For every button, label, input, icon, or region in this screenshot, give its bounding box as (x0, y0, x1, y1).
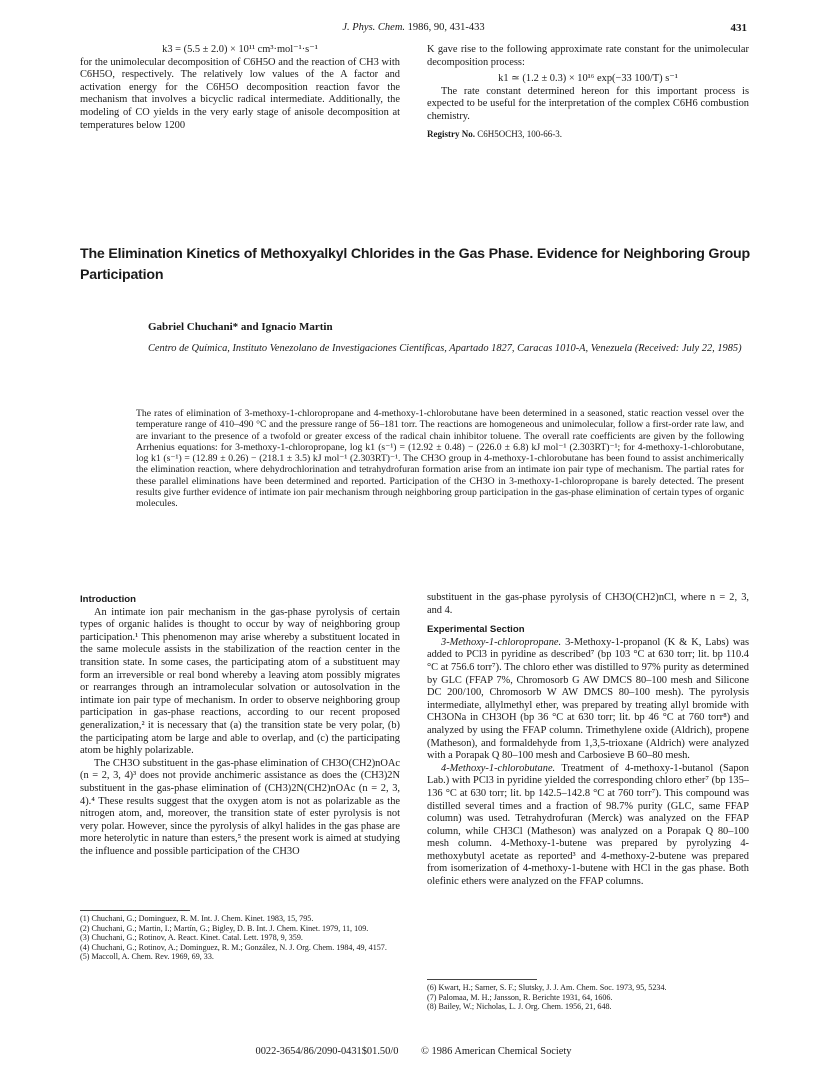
prev-equation-k3: k3 = (5.5 ± 2.0) × 10¹¹ cm³·mol⁻¹·s⁻¹ (162, 44, 318, 55)
intro-heading: Introduction (80, 594, 136, 605)
reference-item: (8) Bailey, W.; Nicholas, L. J. Org. Chem. 1956, 21, 648. (427, 1002, 612, 1012)
article-title: The Elimination Kinetics of Methoxyalkyl Chlorides in the Gas Phase. Evidence for Neighboring Group Participation (80, 246, 750, 283)
body-left-column (80, 594, 400, 858)
prev-equation-k1: k1 ≃ (1.2 ± 0.3) × 10¹⁶ exp(−33 100/T) s⁻¹ (498, 73, 678, 85)
experimental-paragraph-2 (427, 763, 749, 889)
running-header (80, 22, 747, 38)
header-volume-info: 1986, 90, 431-433 (407, 22, 485, 33)
exp-p2-text: Treatment of 4-methoxy-1-butanol (Sapon Lab.) with PCl3 in pyridine yielded the corresponding chloro ether⁷ (bp 135–136 °C at 630 torr; lit. bp 142.5–142.8 °C at 760 torr⁷). This compound was distilled several times and a fraction of 98.7% purity (GLC, same FFAP column) was used. Tetrahydrofuran (Merck) was analyzed on the FFAP column, while CH3Cl (Matheson) was analyzed on a Porapak Q 80–100 mesh column. 4-Methoxy-1-butene was prepared by pyrolyzing 4-methoxybutyl acetate as reported³ and 4-methoxy-2-butene was prepared from isomerization of 4-methoxy-1-butene with HCl in the gas phase. Both olefinic ethers were analyzed on the FFAP columns. (427, 762, 749, 888)
intro-paragraph-2: The CH3O substituent in the gas-phase elimination of CH3O(CH2)nOAc (n = 2, 3, 4)³ does not provide anchimeric assistance as does the (CH3)2N substituent in the gas-phase elimination of (CH3)2N(CH2)nOAc (n = 2, 3, 4).⁴ These results suggest that the oxygen atom is not as polarizable as the nitrogen atom, and, moreover, the transition state of ester pyrolysis is not very polar. However, since the pyrolysis of alkyl halides in the gas phase are more heterolytic in nature than esters,⁵ the present work is aimed at studying the influence and possible participation of the CH3O (80, 757, 400, 857)
exp-p1-text: 3-Methoxy-1-propanol (K & K, Labs) was added to PCl3 in pyridine as described⁷ (bp 103 °C at 630 torr; lit. bp 110.4 °C at 756.6 torr⁷). The chloro ether was distilled to 97% purity as determined by GLC (FFAP 7%, Chromosorb G AW DMCS 80–100 mesh and Silicone DC 200/100, Chromosorb W AW DMCS 80–100 mesh). The pyrolysis intermediate, allylmethyl ether, was prepared by treating allyl bromide with CH3ONa in CH3OH (bp 36 °C at 630 torr; lit. bp 46 °C at 760 torr⁸) and analyzed by using the FFAP column. Trimethylene oxide (Aldrich), propene (Matheson), and formaldehyde from 1,3,5-trioxane (Aldrich) were analyzed with a Porapak Q 80–100 mesh and Carbosieve B 60–80 mesh. (427, 636, 749, 762)
reference-item: (4) Chuchani, G.; Rotinov, A.; Dominguez, R. M.; González, N. J. Org. Chem. 1984, 49, 4157. (80, 942, 387, 952)
prev-article-right (427, 44, 749, 140)
prev-right-paragraph-2: The rate constant determined hereon for this important process is expected to be useful for the interpretation of the complex C6H6 combustion chemistry. (427, 85, 749, 122)
footnote-rule-left (80, 910, 190, 911)
reference-item: (7) Palomaa, M. H.; Jansson, R. Berichte 1931, 64, 1606. (427, 992, 613, 1002)
footnote-rule-right (427, 979, 537, 980)
prev-left-paragraph: for the unimolecular decomposition of C6H5O and the reaction of CH3 with C6H5O, respectively. The relatively low values of the A factor and activation energy for the C6H5O decomposition reaction favor the mechanism that involves a bicyclic radical intermediate. Additionally, the modeling of CO yields in the very early stage of anisole decomposition at temperatures below 1200 (80, 56, 400, 131)
reference-item: (3) Chuchani, G.; Rotinov, A. React. Kinet. Catal. Lett. 1978, 9, 359. (80, 933, 303, 943)
registry-value: C6H5OCH3, 100-66-3. (477, 128, 562, 139)
intro-paragraph-1: An intimate ion pair mechanism in the gas-phase pyrolysis of certain types of organic halides is thought to occur by way of neighboring group participation.¹ This phenomenon may arise whereby a substituent located in the same molecule assists in the stabilization of the reaction center in the transition state. In some cases, the participating atom of a substituent may form an irreversible or real bond whereby a leaving atom possibly migrates or rearranges through an intramolecular solvation or autosolvation in the intimate ion pair type of mechanism. In order to observe neighboring group participation in gas-phase reactions, according to our recent proposed generalization,² it is necessary that (a) the transition state be very polar, (b) the participating atom be large and able to overlap, and (c) the participating atom be highly polarizable. (80, 606, 400, 757)
right-paragraph-0: substituent in the gas-phase pyrolysis of CH3O(CH2)nCl, where n = 2, 3, and 4. (427, 592, 749, 616)
reference-item: (1) Chuchani, G.; Dominguez, R. M. Int. J. Chem. Kinet. 1983, 15, 795. (80, 914, 314, 923)
footer-code: 0022-3654/86/2090-0431$01.50/0 (255, 1046, 399, 1057)
reference-item: (6) Kwart, H.; Sarner, S. F.; Slutsky, J. J. Am. Chem. Soc. 1973, 95, 5234. (427, 983, 667, 992)
article-abstract: The rates of elimination of 3-methoxy-1-chloropropane and 4-methoxy-1-chlorobutane have been determined in a seasoned, static reaction vessel over the temperature range of 410–490 °C and the pressure range of 56–181 torr. The reactions are homogeneous and unimolecular, follow a first-order rate law, and are invariant to the presence of a twofold or greater excess of the radical chain inhibitor toluene. The overall rate coefficients are given by the following Arrhenius equations: for 3-methoxy-1-chloropropane, log k1 (s⁻¹) = (12.92 ± 0.48) − (226.0 ± 6.8) kJ mol⁻¹ (2.303RT)⁻¹; for 4-methoxy-1-chlorobutane, log k1 (s⁻¹) = (12.89 ± 0.26) − (218.1 ± 3.5) kJ mol⁻¹ (2.303RT)⁻¹. The CH3O group in 4-methoxy-1-chlorobutane has been found to assist anchimerically the elimination reaction, where dehydrochlorination and tetrahydrofuran formation arise from an intimate ion pair type of mechanism. The partial rates for these parallel eliminations have been determined and reported. Participation of the CH3O in 3-methoxy-1-chloropropane is barely detected. The present results give further evidence of intimate ion pair mechanism through neighboring group participation in the gas-phase elimination of certain types of organic molecules. (136, 408, 744, 510)
header-journal: J. Phys. Chem. (342, 22, 406, 33)
prev-right-paragraph-1: K gave rise to the following approximate rate constant for the unimolecular decomposition process: (427, 44, 749, 68)
reference-item: (5) Maccoll, A. Chem. Rev. 1969, 69, 33. (80, 952, 214, 962)
exp-p1-label: 3-Methoxy-1-chloropropane. (441, 636, 562, 648)
registry-line (427, 128, 749, 141)
article-affiliation: Centro de Química, Instituto Venezolano de Investigaciones Científicas, Apartado 1827, Caracas 1010-A, Venezuela (Received: July 22, 1985) (148, 343, 742, 354)
page-footer (0, 1046, 827, 1057)
references-right (427, 983, 749, 1012)
header-page-number: 431 (730, 22, 747, 34)
experimental-paragraph-1 (427, 637, 749, 763)
reference-item: (2) Chuchani, G.; Martin, I.; Martín, G.; Bigley, D. B. Int. J. Chem. Kinet. 1979, 11, 109. (80, 923, 369, 933)
article-authors: Gabriel Chuchani* and Ignacio Martin (148, 321, 333, 333)
experimental-heading: Experimental Section (427, 624, 525, 636)
registry-label: Registry No. (427, 128, 475, 139)
references-left (80, 914, 400, 962)
exp-p2-label: 4-Methoxy-1-chlorobutane. (441, 762, 556, 774)
prev-article-left (80, 44, 400, 132)
footer-copyright: © 1986 American Chemical Society (421, 1046, 572, 1057)
body-right-column (427, 592, 749, 889)
